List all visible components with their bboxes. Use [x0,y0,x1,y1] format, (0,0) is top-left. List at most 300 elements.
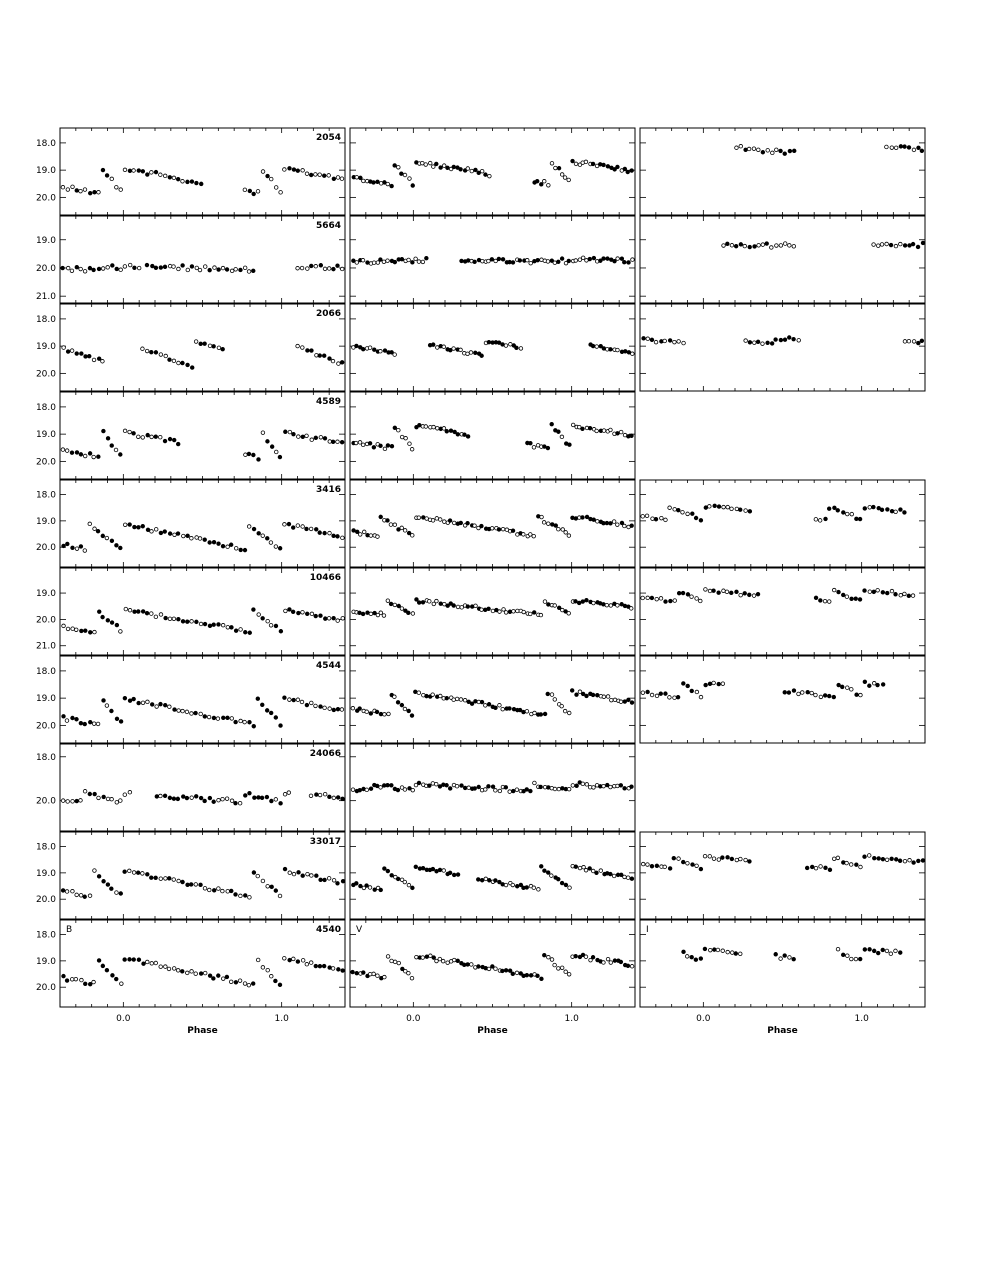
data-point [806,690,810,694]
data-point [698,599,702,603]
data-point [159,794,163,798]
data-point [400,257,404,261]
data-point [466,167,470,171]
data-point [185,796,189,800]
data-point [592,601,596,605]
data-point [436,426,440,430]
data-point [431,867,435,871]
data-point [79,799,83,803]
data-point [199,796,203,800]
data-point [119,268,123,272]
data-point [71,800,75,804]
data-point [546,522,550,526]
data-point [616,523,620,527]
data-point [612,520,616,524]
data-point [248,896,252,900]
data-point [726,856,730,860]
data-point [322,174,326,178]
data-point [386,599,390,603]
data-point [717,858,721,862]
data-point [855,693,859,697]
data-point [168,175,172,179]
data-point [269,974,273,978]
data-point [150,530,154,534]
data-point [473,260,477,264]
data-point [150,962,154,966]
data-point [323,878,327,882]
data-point [365,884,369,888]
data-point [543,869,547,873]
data-point [248,720,252,724]
data-point [490,258,494,262]
data-point [150,703,154,707]
data-point [564,531,568,535]
data-point [322,354,326,358]
data-point [331,359,335,363]
panel-frame [640,656,925,743]
data-point [111,264,115,268]
data-point [894,510,898,514]
data-point [355,261,359,265]
data-point [606,695,610,699]
data-point [564,883,568,887]
y-tick-label: 21.0 [35,292,56,303]
data-point [318,964,322,968]
data-point [477,785,481,789]
data-point [336,796,340,800]
data-point [894,146,898,150]
data-point [75,451,79,455]
data-point [850,957,854,961]
data-point [274,450,278,454]
data-point [481,259,485,263]
data-point [327,877,331,881]
data-point [470,169,474,173]
data-point [722,244,726,248]
data-point [631,258,635,262]
data-point [421,956,425,960]
data-point [270,885,274,889]
data-point [907,339,911,343]
data-point [881,683,885,687]
data-point [452,698,456,702]
data-point [540,515,544,519]
data-point [588,257,592,261]
data-point [172,359,176,363]
data-point [473,524,477,528]
data-point [567,787,571,791]
data-point [393,603,397,607]
data-point [872,243,876,247]
data-point [631,352,635,356]
data-point [368,346,372,350]
data-point [155,795,159,799]
data-point [319,705,323,709]
data-point [442,345,446,349]
data-point [366,261,370,265]
data-point [501,707,505,711]
data-point [296,344,300,348]
data-point [673,696,677,700]
data-point [340,361,344,365]
data-point [494,967,498,971]
panel-frame [60,480,345,567]
data-point [664,692,668,696]
data-point [269,541,273,545]
y-tick-label: 19.0 [35,516,56,527]
data-point [216,717,220,721]
star-id-label: 2054 [315,133,341,143]
data-point [75,717,79,721]
data-point [154,615,158,619]
data-point [721,856,725,860]
data-point [65,449,69,453]
data-point [539,865,543,869]
data-point [414,865,418,869]
data-point [575,784,579,788]
data-point [487,702,491,706]
data-point [819,599,823,603]
data-point [301,874,305,878]
data-point [567,711,571,715]
data-point [498,789,502,793]
data-point [570,689,574,693]
data-point [824,866,828,870]
data-point [456,605,460,609]
data-point [623,700,627,704]
data-point [613,259,617,263]
data-point [291,526,295,530]
data-point [814,518,818,522]
data-point [881,948,885,952]
data-point [199,712,203,716]
data-point [695,864,699,868]
data-point [168,532,172,536]
data-point [908,858,912,862]
data-point [66,350,70,354]
panel-2066-B [36,304,345,391]
data-point [783,242,787,246]
data-point [194,340,198,344]
data-point [190,970,194,974]
data-point [269,711,273,715]
data-point [119,630,123,634]
data-point [421,866,425,870]
data-point [432,425,436,429]
data-point [252,724,256,728]
data-point [716,948,720,952]
data-point [79,893,83,897]
data-point [554,166,558,170]
data-point [97,357,101,361]
data-point [717,505,721,509]
data-point [62,624,66,628]
data-point [154,528,158,532]
data-point [484,877,488,881]
data-point [553,604,557,608]
data-point [886,508,890,512]
data-point [323,436,327,440]
data-point [859,865,863,869]
data-point [279,629,283,633]
data-point [278,983,282,987]
data-point [920,339,924,343]
data-point [212,540,216,544]
data-point [102,699,106,703]
panels-layer [36,128,925,1036]
data-point [463,433,467,437]
data-point [199,883,203,887]
data-point [309,527,313,531]
data-point [341,616,345,620]
y-tick-label: 18.0 [35,402,56,413]
data-point [403,707,407,711]
data-point [319,435,323,439]
data-point [75,893,79,897]
data-point [490,526,494,530]
data-point [195,536,199,540]
data-point [560,881,564,885]
data-point [536,974,540,978]
data-point [234,980,238,984]
data-point [229,980,233,984]
data-point [141,347,145,351]
data-point [868,948,872,952]
data-point [567,972,571,976]
data-point [137,169,141,173]
data-point [563,176,567,180]
data-point [257,613,261,617]
data-point [365,788,369,792]
data-point [105,704,109,708]
data-point [708,948,712,952]
data-point [469,351,473,355]
data-point [167,876,171,880]
data-point [296,169,300,173]
data-point [616,257,620,261]
data-point [216,974,220,978]
data-point [341,536,345,540]
data-point [310,874,314,878]
data-point [646,596,650,600]
data-point [417,516,421,520]
data-point [845,861,849,865]
data-point [111,974,115,978]
data-point [208,268,212,272]
data-point [238,979,242,983]
data-point [97,190,101,194]
data-point [845,512,849,516]
data-point [912,340,916,344]
data-point [71,627,75,631]
y-tick-label: 18.0 [35,930,56,941]
data-point [226,545,230,549]
data-point [400,526,404,530]
data-point [805,866,809,870]
x-axis-title: Phase [187,1026,218,1036]
data-point [659,692,663,696]
data-point [792,149,796,153]
data-point [487,785,491,789]
data-point [421,601,425,605]
data-point [74,977,78,981]
data-point [61,889,65,893]
data-point [274,545,278,549]
data-point [460,259,464,263]
data-point [168,437,172,441]
data-point [645,514,649,518]
data-point [61,448,65,452]
data-point [823,694,827,698]
data-point [609,785,613,789]
data-point [221,623,225,627]
data-point [261,534,265,538]
data-point [903,244,907,248]
data-point [79,189,83,193]
data-point [70,977,74,981]
data-point [539,183,543,187]
data-point [836,947,840,951]
data-point [389,523,393,527]
data-point [921,241,925,245]
data-point [761,243,765,247]
data-point [899,242,903,246]
data-point [854,597,858,601]
data-point [101,359,105,363]
data-point [106,437,110,441]
data-point [699,867,703,871]
data-point [411,261,415,265]
data-point [757,148,761,152]
data-point [79,453,83,457]
data-point [396,877,400,881]
data-point [274,624,278,628]
panel-3416-B [36,480,345,567]
data-point [522,533,526,537]
data-point [686,512,690,516]
data-point [717,591,721,595]
data-point [154,170,158,174]
x-tick-label: 0.0 [696,1014,711,1024]
data-point [337,362,341,366]
data-point [327,267,331,271]
data-point [920,149,924,153]
data-point [328,531,332,535]
data-point [522,610,526,614]
data-point [115,543,119,547]
data-point [699,519,703,523]
data-point [533,711,537,715]
data-point [438,868,442,872]
data-point [393,523,397,527]
data-point [783,691,787,695]
data-point [358,441,362,445]
data-point [119,453,123,457]
data-point [83,549,87,553]
data-point [567,534,571,538]
data-point [269,623,273,627]
data-point [721,682,725,686]
panel-2054-B [36,128,345,215]
data-point [172,617,176,621]
data-point [327,174,331,178]
data-point [70,451,74,455]
data-point [885,949,889,953]
data-point [352,529,356,533]
data-point [133,610,137,614]
data-point [889,952,893,956]
data-point [800,691,804,695]
data-point [911,594,915,598]
data-point [314,527,318,531]
data-point [623,350,627,354]
data-point [577,601,581,605]
data-point [823,599,827,603]
data-point [274,889,278,893]
data-point [287,522,291,526]
data-point [463,698,467,702]
data-point [145,960,149,964]
data-point [181,709,185,713]
data-point [336,264,340,268]
data-point [774,952,778,956]
data-point [588,867,592,871]
data-point [712,589,716,593]
data-point [890,857,894,861]
data-point [912,861,916,865]
data-point [756,340,760,344]
data-point [613,698,617,702]
data-point [217,798,221,802]
data-point [787,336,791,340]
data-point [305,703,309,707]
data-point [181,620,185,624]
data-point [71,889,75,893]
data-point [185,710,189,714]
data-point [373,888,377,892]
data-point [190,265,194,269]
data-point [792,689,796,693]
data-point [619,784,623,788]
data-point [362,971,366,975]
data-point [581,600,585,604]
data-point [738,952,742,956]
data-point [172,797,176,801]
data-point [619,700,623,704]
data-point [351,788,355,792]
data-point [681,860,685,864]
data-point [212,623,216,627]
data-point [547,183,551,187]
data-point [585,783,589,787]
data-point [713,948,717,952]
data-point [890,509,894,513]
data-point [827,507,831,511]
data-point [379,444,383,448]
data-point [283,523,287,527]
data-point [181,264,185,268]
data-point [529,974,533,978]
data-point [319,878,323,882]
data-point [274,186,278,190]
data-point [278,546,282,550]
data-point [676,695,680,699]
data-point [199,622,203,626]
data-point [827,600,831,604]
data-point [163,794,167,798]
data-point [730,507,734,511]
data-point [797,692,801,696]
